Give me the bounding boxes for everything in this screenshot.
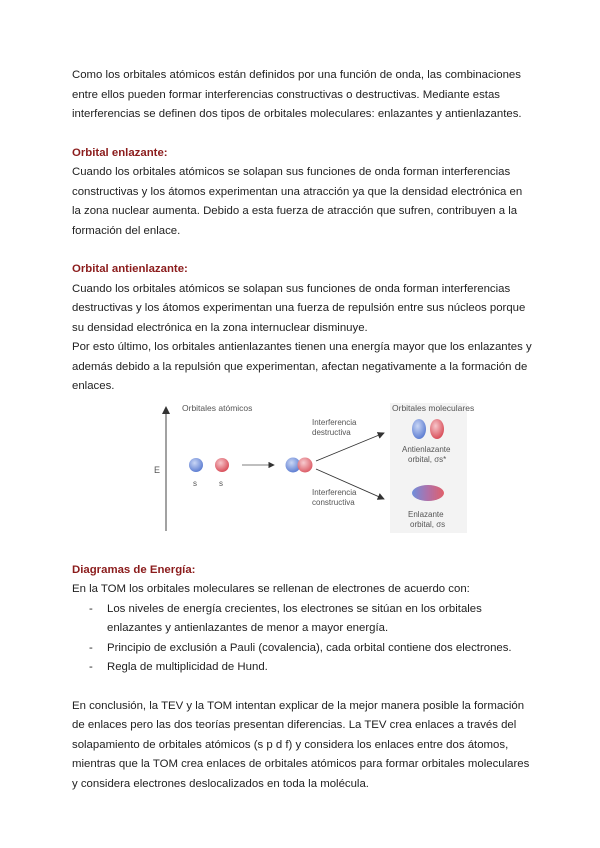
antibonding-label-2: orbital, σs* xyxy=(408,454,447,464)
constructive-label-2: constructiva xyxy=(312,497,355,507)
bonding-orbital-icon xyxy=(412,485,444,501)
molecular-orbitals-title: Orbitales moleculares xyxy=(392,402,475,413)
list-item xyxy=(72,639,532,659)
s-orbital-blue-icon xyxy=(189,458,203,472)
orbital-diagram xyxy=(72,399,532,535)
energy-axis-label: E xyxy=(154,464,161,475)
diagrams-list xyxy=(72,600,532,678)
antibonding-paragraph-2: Por esto último, los orbitales antienlazantes tienen una energía mayor que los enlazantes y además debido a la repulsión que experimentan, afectan negativamente a la formación de enlaces. xyxy=(72,341,532,392)
destructive-arrow xyxy=(316,433,384,461)
s-label-2: s xyxy=(219,478,223,488)
antibonding-lobe-blue-icon xyxy=(412,419,426,439)
antibonding-lobe-red-icon xyxy=(430,419,444,439)
list-dash: - xyxy=(89,602,93,615)
bonding-label-2: orbital, σs xyxy=(410,519,446,529)
diagrams-intro: En la TOM los orbitales moleculares se rellenan de electrones de acuerdo con: xyxy=(72,583,470,595)
list-item-text: Regla de multiplicidad de Hund. xyxy=(107,661,268,673)
s-orbital-red-icon xyxy=(215,458,229,472)
antibonding-heading: Orbital antienlazante: xyxy=(72,263,188,275)
atomic-orbitals-title: Orbitales atómicos xyxy=(182,402,253,413)
constructive-label-1: Interferencia xyxy=(312,487,357,497)
list-item xyxy=(72,658,532,678)
molecular-orbital-figure xyxy=(72,399,532,535)
conclusion-paragraph: En conclusión, la TEV y la TOM intentan explicar de la mejor manera posible la formación de enlaces pero las dos teorías presentan diferencias. La TEV crea enlaces a través del solapamiento de orbitales atómicos (s p d f) y considera los enlaces entre dos átomos, mientras que la TOM crea enlaces de orbitales atómicos para formar orbitales moleculares y considera electrones deslocalizados en toda la molécula. xyxy=(72,699,530,790)
list-dash: - xyxy=(89,661,93,673)
antibonding-label-1: Antienlazante xyxy=(402,444,451,454)
destructive-label-1: Interferencia xyxy=(312,417,357,427)
list-dash: - xyxy=(89,641,93,654)
bonding-paragraph: Cuando los orbitales atómicos se solapan sus funciones de onda forman interferencias constructivas y los átomos experimentan una atracción ya que la densidad electrónica en la zona nuclear aumenta. Debido a esta fuerza de atracción que sufren, contribuyen a la formación del enlace. xyxy=(72,166,523,237)
intro-paragraph: Como los orbitales atómicos están definidos por una función de onda, las combinaciones entre ellos pueden formar interferencias constructivas o destructivas. Mediante estas interferencias se definen dos tipos de orbitales moleculares: enlazantes y antienlazantes. xyxy=(72,69,522,120)
diagrams-heading: Diagramas de Energía: xyxy=(72,563,196,576)
bonding-label-1: Enlazante xyxy=(408,509,444,519)
s-label-1: s xyxy=(193,478,197,488)
destructive-label-2: destructiva xyxy=(312,427,351,437)
list-item xyxy=(72,600,532,639)
list-item-text: Los niveles de energía crecientes, los electrones se sitúan en los orbitales enlazantes y antienlazantes de menor a mayor energía. xyxy=(107,602,482,634)
overlap-red-icon xyxy=(298,457,313,472)
bonding-heading: Orbital enlazante: xyxy=(72,146,168,159)
antibonding-paragraph: Cuando los orbitales atómicos se solapan sus funciones de onda forman interferencias destructivas y los átomos experimentan una fuerza de repulsión entre sus núcleos porque su densidad electrónica en la zona internuclear disminuye. xyxy=(72,282,526,334)
list-item-text: Principio de exclusión a Pauli (covalencia), cada orbital contiene dos electrones. xyxy=(107,641,512,654)
document-page xyxy=(72,66,532,794)
